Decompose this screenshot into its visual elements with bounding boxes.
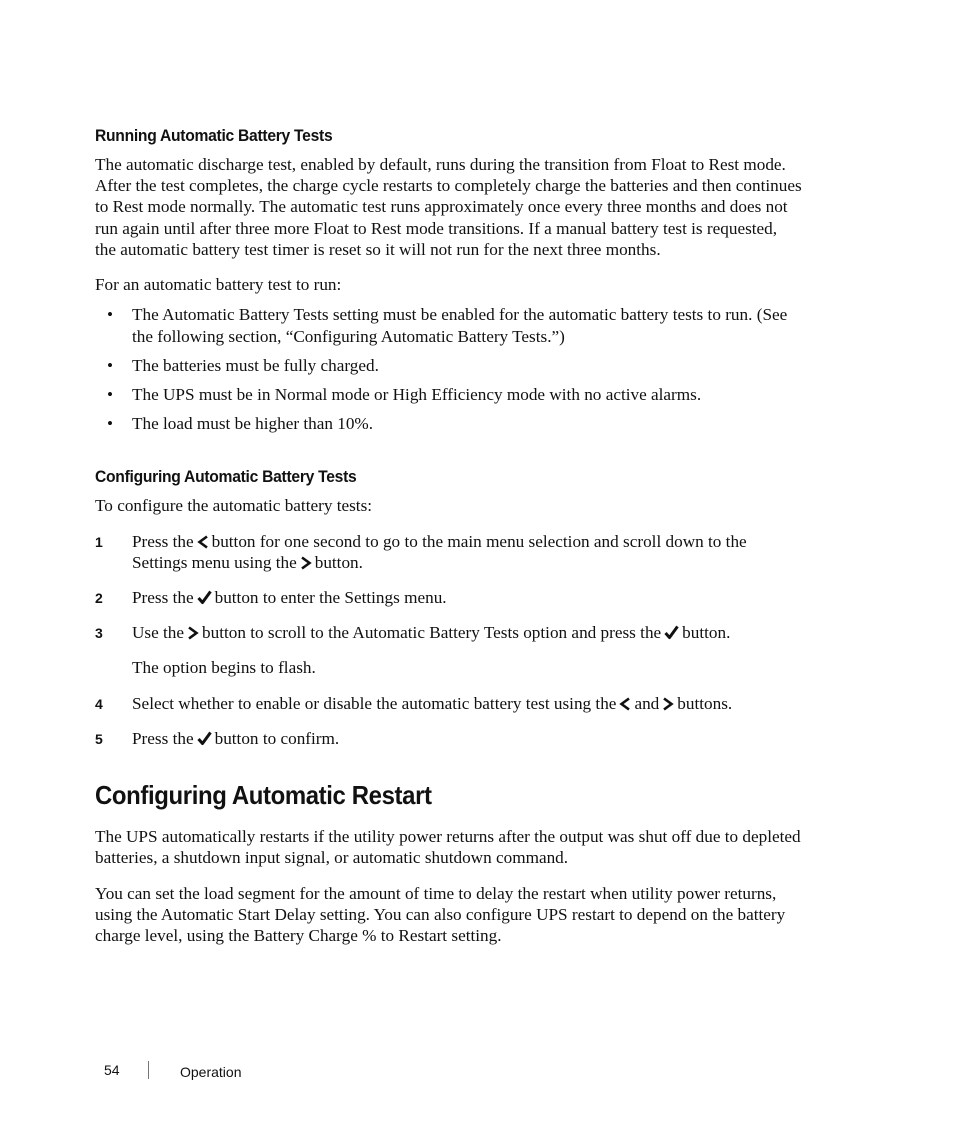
step-note: The option begins to flash.	[132, 658, 316, 678]
chevron-right-icon	[187, 626, 199, 640]
paragraph-test-requirements-intro: For an automatic battery test to run:	[95, 275, 342, 294]
footer-section-title: Operation	[180, 1064, 242, 1080]
bullet-dot: •	[107, 305, 114, 324]
text-segment: and	[634, 694, 660, 713]
text-segment: buttons.	[677, 694, 733, 713]
text-segment: Settings menu using the	[132, 553, 297, 573]
text-line: using the Automatic Start Delay setting. You can also configure UPS restart to depend on the battery	[95, 905, 786, 925]
text-line: batteries, a shutdown input signal, or automatic shutdown command.	[95, 848, 569, 868]
bullet-dot: •	[107, 356, 114, 375]
page-number: 54	[104, 1062, 120, 1078]
text-line: run again until after three more Float to Rest mode transitions. If a manual battery test is requested,	[95, 218, 778, 238]
text-segment: button to scroll to the Automatic Battery Tests option and press the	[202, 623, 662, 642]
text-segment: button.	[314, 553, 363, 573]
chevron-left-icon	[197, 535, 209, 549]
bullet-dot: •	[107, 414, 114, 433]
text-segment: Press the	[132, 729, 194, 748]
text-line: the following section, “Configuring Automatic Battery Tests.”)	[132, 326, 565, 346]
bullet-dot: •	[107, 385, 114, 404]
heading-configuring-automatic-battery-tests: Configuring Automatic Battery Tests	[95, 467, 357, 486]
text-segment: Use the	[132, 623, 185, 642]
paragraph-load-segment-delay	[95, 883, 865, 947]
text-segment: button to confirm.	[214, 729, 340, 748]
chevron-left-icon	[619, 697, 631, 711]
heading-running-automatic-battery-tests: Running Automatic Battery Tests	[95, 126, 333, 145]
checkmark-icon	[664, 625, 679, 640]
step-number: 5	[95, 731, 103, 747]
paragraph-automatic-discharge-test	[95, 154, 865, 260]
text-line: to Rest mode normally. The automatic test runs approximately once every three months and does not	[95, 197, 788, 217]
paragraph-automatic-restart	[95, 826, 865, 868]
heading-configuring-automatic-restart: Configuring Automatic Restart	[95, 780, 432, 810]
step-number: 3	[95, 625, 103, 641]
text-segment: Select whether to enable or disable the automatic battery test using the	[132, 694, 617, 713]
step-number: 2	[95, 590, 103, 606]
text-line: The UPS must be in Normal mode or High Efficiency mode with no active alarms.	[132, 385, 702, 404]
text-segment: button to enter the Settings menu.	[214, 588, 447, 607]
step-number: 4	[95, 696, 103, 712]
checkmark-icon	[197, 590, 212, 605]
footer-divider	[148, 1061, 149, 1079]
text-segment: button for one second to go to the main menu selection and scroll down to the	[211, 532, 747, 551]
text-segment: Press the	[132, 532, 194, 551]
text-segment: Press the	[132, 588, 194, 607]
checkmark-icon	[197, 731, 212, 746]
text-line: After the test completes, the charge cycle restarts to completely charge the batteries and then continues	[95, 176, 802, 196]
text-segment: button.	[682, 623, 731, 642]
text-line: You can set the load segment for the amount of time to delay the restart when utility power returns,	[95, 884, 777, 903]
text-line: the automatic battery test timer is reset so it will not run for the next three months.	[95, 239, 661, 259]
text-line: The automatic discharge test, enabled by default, runs during the transition from Float to Rest mode.	[95, 155, 786, 174]
text-line: The UPS automatically restarts if the utility power returns after the output was shut off due to depleted	[95, 827, 801, 846]
text-line: The load must be higher than 10%.	[132, 414, 374, 433]
step-number: 1	[95, 534, 103, 550]
text-line: charge level, using the Battery Charge % to Restart setting.	[95, 926, 502, 946]
text-line: The Automatic Battery Tests setting must be enabled for the automatic battery tests to run. (See	[132, 305, 788, 324]
paragraph-configure-intro: To configure the automatic battery tests:	[95, 496, 373, 515]
chevron-right-icon	[300, 556, 312, 570]
text-line: The batteries must be fully charged.	[132, 356, 379, 375]
chevron-right-icon	[662, 697, 674, 711]
